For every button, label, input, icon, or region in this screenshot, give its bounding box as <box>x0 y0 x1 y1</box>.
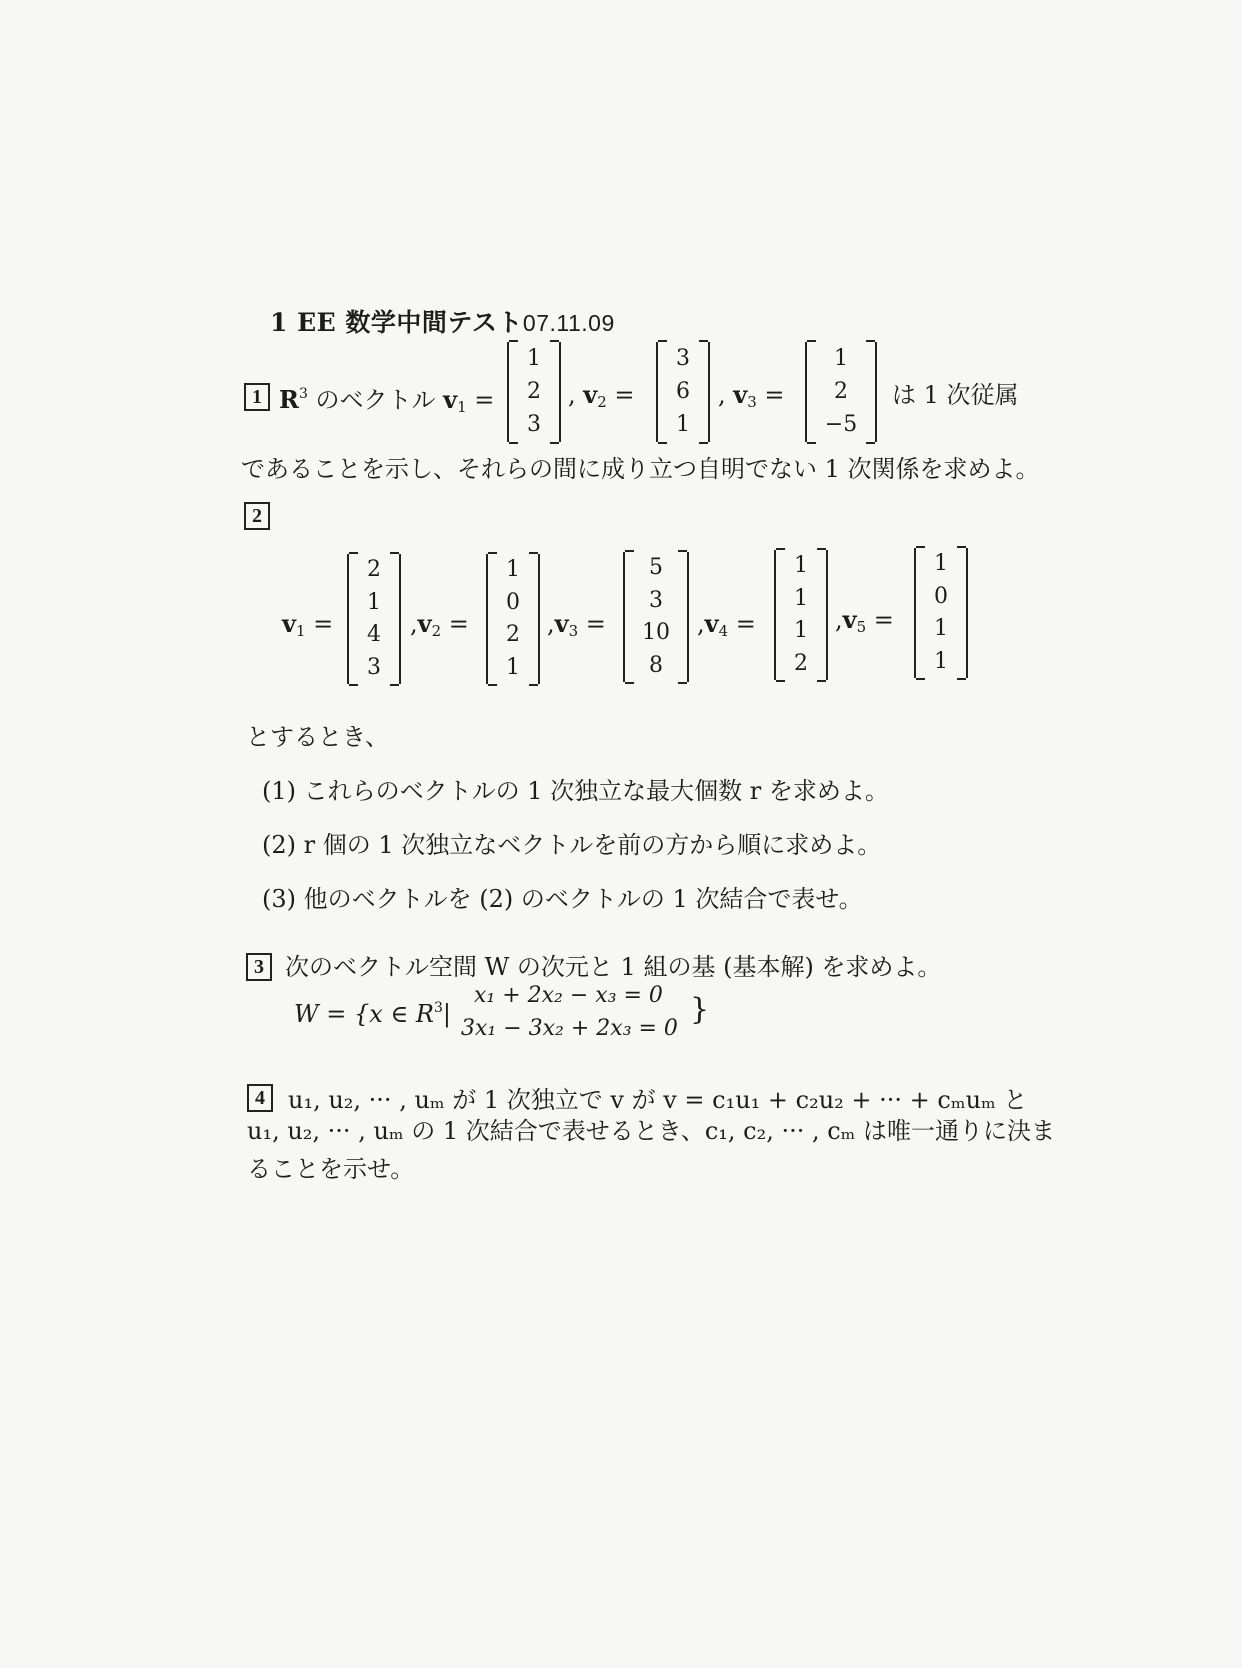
problem-1-v3-label: , $v_3$ = <box>718 380 785 411</box>
problem-2-v2-label: $,v_2$ = <box>410 609 469 640</box>
problem-2-vector-5-matrix: 1 0 1 1 <box>914 548 968 678</box>
problem-2-v1-label: $v_1$ = <box>282 609 334 640</box>
problem-3-number-box: 3 <box>246 953 272 981</box>
problem-2-question-3: (3) 他のベクトルを (2) のベクトルの 1 次結合で表せ。 <box>262 885 863 913</box>
problem-2-vector-3-matrix: 5 3 10 8 <box>623 552 689 682</box>
problem-4-line-1: u₁, u₂, ··· , uₘ が 1 次独立で v が v = c₁u₁ + c₂u₂ + ··· + cₘuₘ と <box>288 1086 1028 1114</box>
problem-4-line-2: u₁, u₂, ··· , uₘ の 1 次結合で表せるとき、c₁, c₂, ··· , cₘ は唯一通りに決ま <box>247 1117 1056 1145</box>
problem-3-equation-2: 3x₁ − 3x₂ + 2x₃ = 0 <box>461 1016 678 1041</box>
problem-2-question-1: (1) これらのベクトルの 1 次独立な最大個数 r を求めよ。 <box>262 777 889 805</box>
problem-3-text: 次のベクトル空間 W の次元と 1 組の基 (基本解) を求めよ。 <box>285 953 942 981</box>
problem-2-vector-1-matrix: 2 1 4 3 <box>347 554 401 684</box>
problem-2-lead: とするとき、 <box>246 723 390 751</box>
problem-2-vector-4-matrix: 1 1 1 2 <box>774 550 828 680</box>
problem-1-tail: は 1 次従属 <box>892 381 1019 409</box>
problem-2-v4-label: $,v_4$ = <box>697 609 756 640</box>
problem-2-number-box: 2 <box>244 502 270 530</box>
problem-1-vector-2-matrix: 3 6 1 <box>656 342 710 442</box>
problem-1-v2-label: , $v_2$ = <box>568 380 635 411</box>
problem-2-vector-2-matrix: 1 0 2 1 <box>486 554 540 684</box>
problem-1-vector-1-matrix: 1 2 3 <box>507 342 561 442</box>
problem-2-question-2: (2) r 個の 1 次独立なベクトルを前の方から順に求めよ。 <box>262 831 882 859</box>
problem-1-lead: $R^3$ のベクトル $v_1$ = <box>279 385 495 416</box>
problem-1-line-2: であることを示し、それらの間に成り立つ自明でない 1 次関係を求めよ。 <box>241 455 1040 483</box>
title-text: 1 EE 数学中間テスト <box>270 308 523 337</box>
title-date: 07.11.09 <box>522 310 615 336</box>
problem-2-v3-label: $,v_3$ = <box>547 609 606 640</box>
problem-1-vector-3-matrix: 1 2 −5 <box>805 342 877 442</box>
problem-2-v5-label: $,v_5$ = <box>835 605 894 636</box>
problem-3-close-brace: } <box>690 992 710 1027</box>
exam-title <box>270 303 615 339</box>
problem-3-set-lead: W = {x ∈ $R^3|$ <box>294 1000 451 1028</box>
problem-4-number-box: 4 <box>247 1084 273 1112</box>
problem-3-equation-1: x₁ + 2x₂ − x₃ = 0 <box>474 983 663 1008</box>
problem-4-line-3: ることを示せ。 <box>247 1155 415 1183</box>
problem-1-number-box: 1 <box>244 383 270 411</box>
